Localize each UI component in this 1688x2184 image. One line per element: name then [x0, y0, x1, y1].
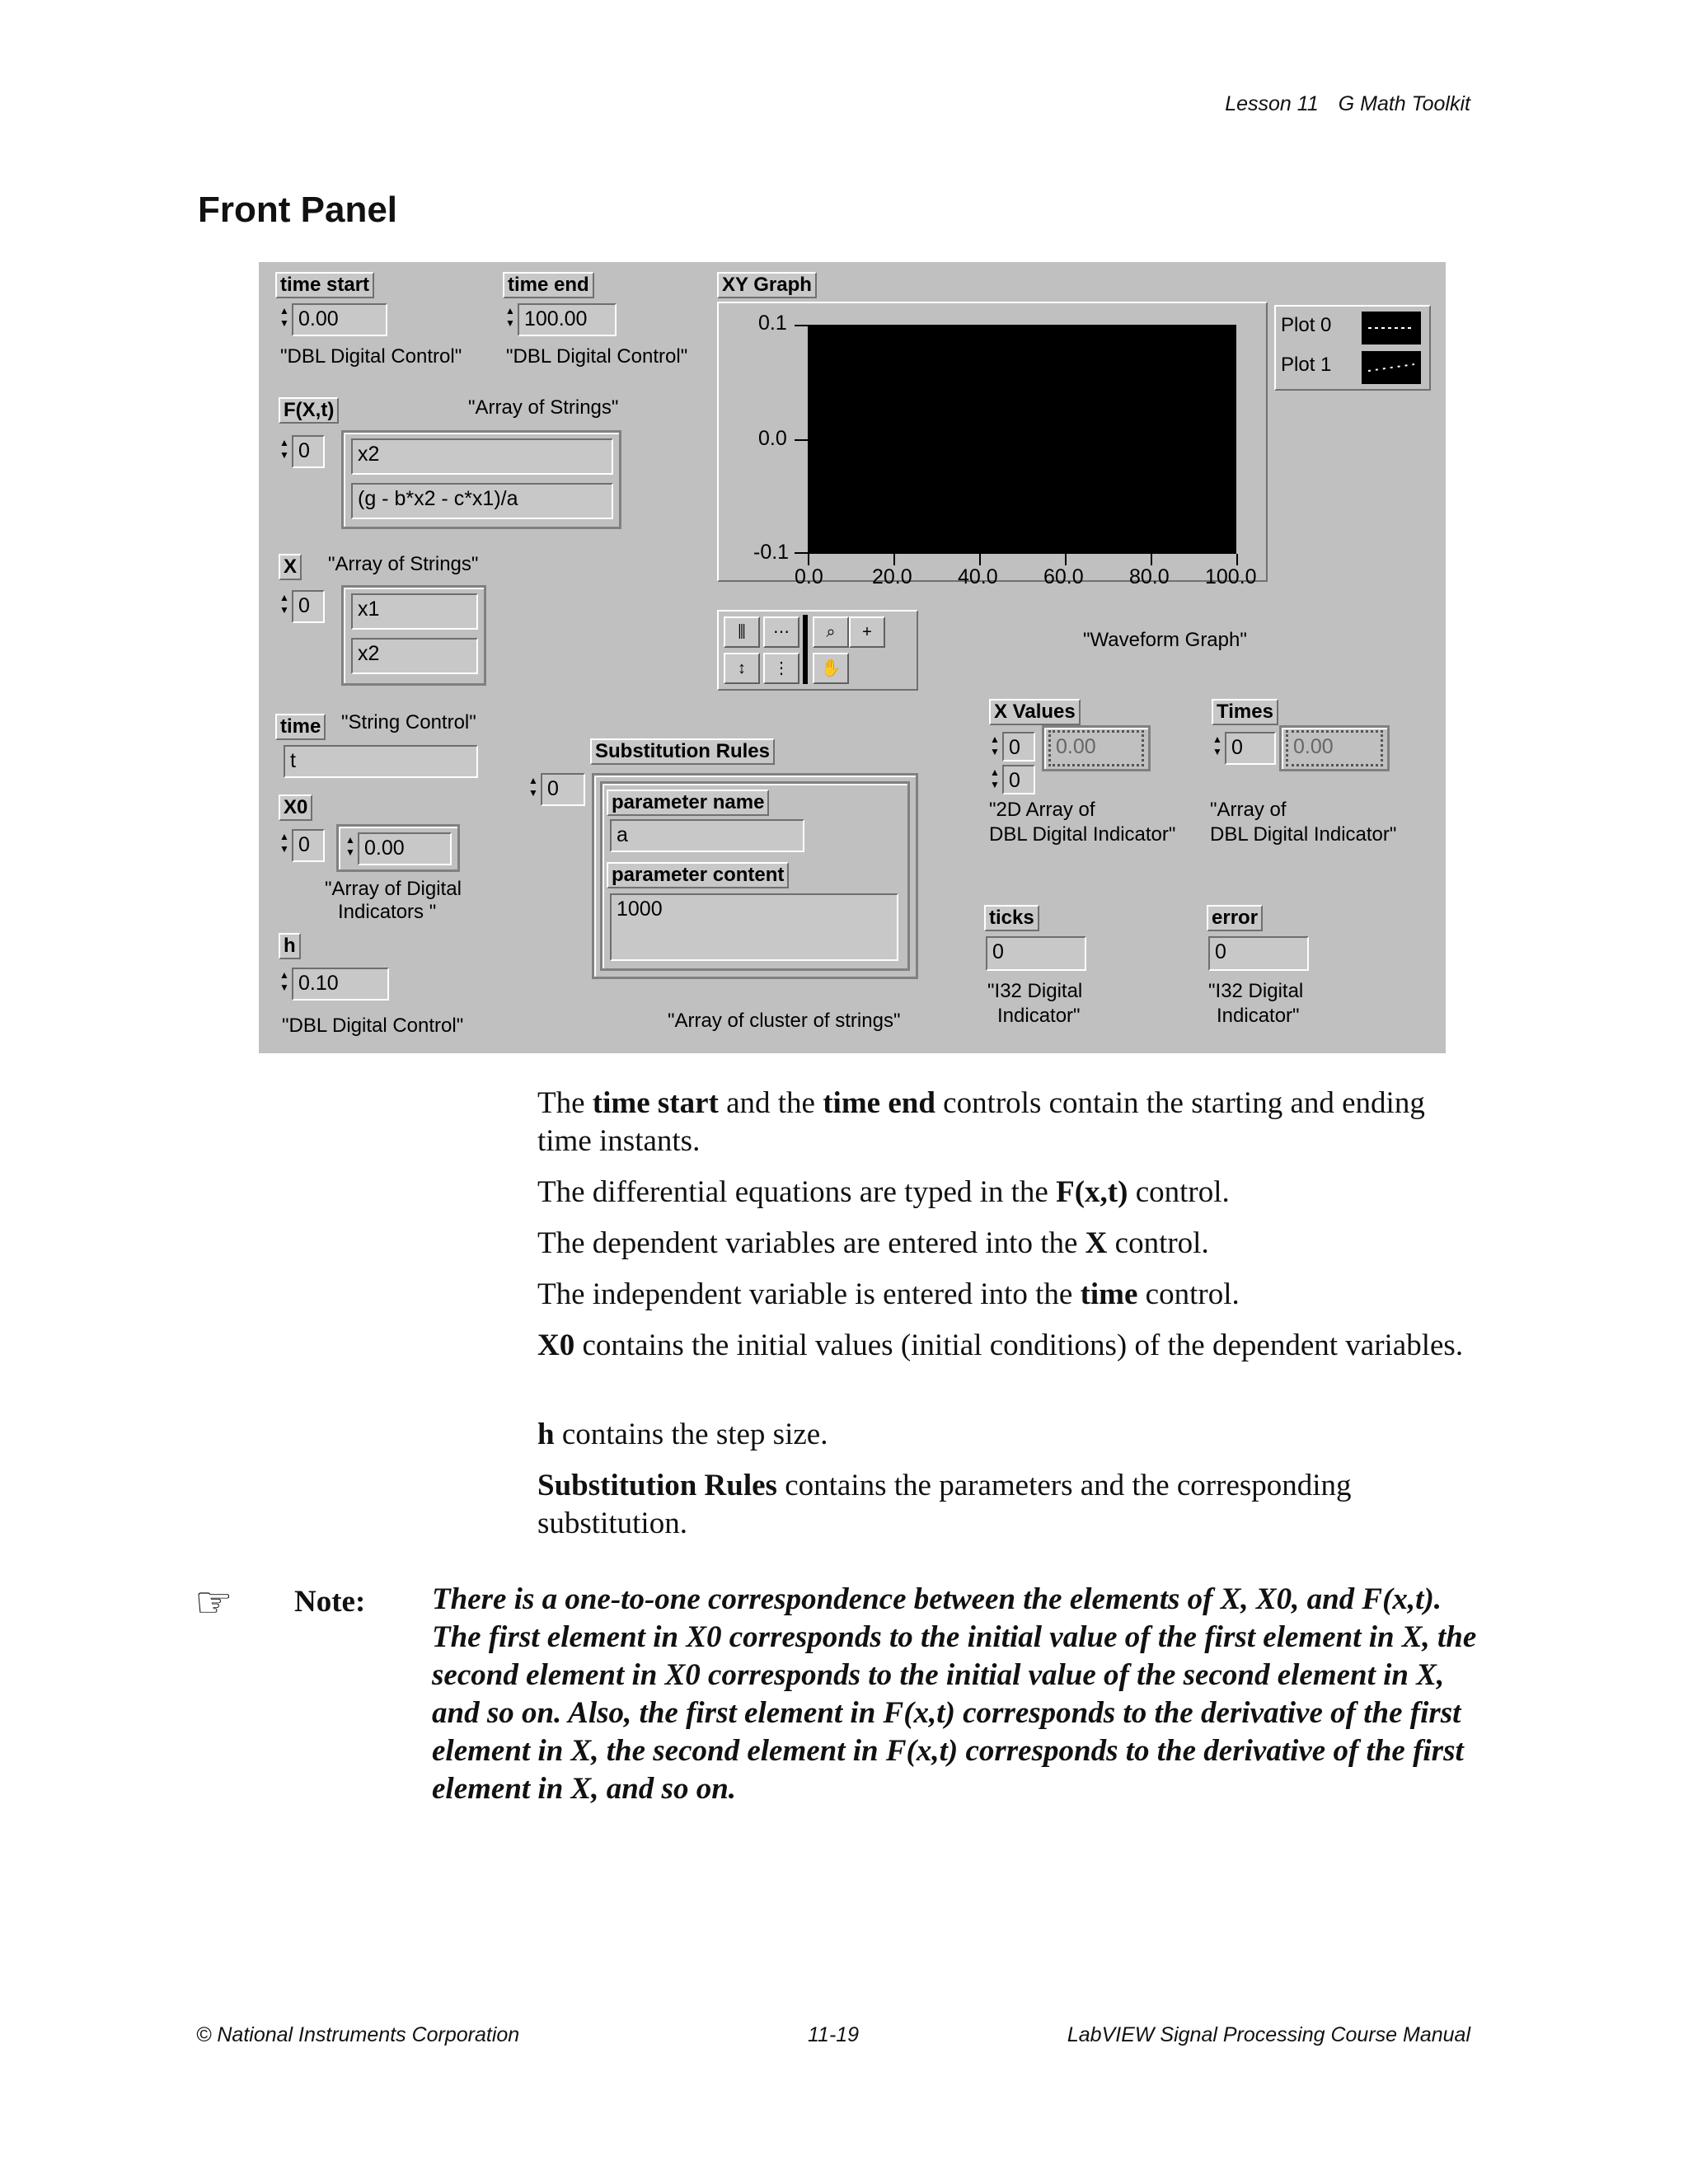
- x0-label: X0: [279, 794, 312, 821]
- times-caption-line1: "Array of: [1210, 799, 1287, 821]
- fxt-element-2[interactable]: (g - b*x2 - c*x1)/a: [351, 483, 613, 519]
- x0-caption-line1: "Array of Digital: [325, 878, 462, 900]
- legend-plot-1-swatch[interactable]: [1362, 351, 1421, 384]
- subst-index[interactable]: 0: [541, 773, 585, 806]
- y-tick-mark: [795, 325, 808, 326]
- header-lesson: Lesson 11: [1225, 92, 1319, 115]
- fxt-label: F(X,t): [279, 397, 339, 424]
- time-start-label: time start: [275, 272, 374, 298]
- footer-copyright: © National Instruments Corporation: [196, 2023, 520, 2046]
- crosshair-icon[interactable]: +: [849, 616, 885, 648]
- running-header: [1225, 92, 1470, 116]
- x0-element-1: 0.00: [358, 832, 452, 865]
- h-spinner[interactable]: ▲ ▼: [279, 969, 289, 993]
- palette-divider: [803, 615, 808, 684]
- x0-index[interactable]: 0: [292, 829, 325, 862]
- x-tick-label: 80.0: [1129, 565, 1170, 588]
- times-label: Times: [1212, 699, 1278, 725]
- legend-plot-0-swatch[interactable]: [1362, 312, 1421, 344]
- paragraph-substitution: Substitution Rules contains the parameters and the corresponding substitution.: [537, 1469, 1352, 1540]
- times-index[interactable]: 0: [1225, 732, 1276, 765]
- paragraph-time-controls: The time start and the time end controls contain the starting and ending time instants.: [537, 1086, 1425, 1158]
- paragraph-h: h contains the step size.: [537, 1418, 828, 1451]
- x-tick-mark: [979, 554, 981, 565]
- note-label: Note:: [294, 1585, 366, 1619]
- x-tick-label: 100.0: [1205, 565, 1257, 588]
- time-start-spinner[interactable]: ▲ ▼: [279, 305, 289, 329]
- x-values-caption-line1: "2D Array of: [989, 799, 1095, 821]
- x-values-col-index[interactable]: 0: [1002, 765, 1035, 794]
- h-field[interactable]: 0.10: [292, 968, 389, 1001]
- front-panel-figure: [259, 262, 1446, 1053]
- x0-element-spinner[interactable]: ▲ ▼: [345, 834, 355, 858]
- error-caption-line1: "I32 Digital: [1208, 980, 1304, 1002]
- footer-manual-title: LabVIEW Signal Processing Course Manual: [1067, 2023, 1470, 2046]
- ticks-caption-line1: "I32 Digital: [987, 980, 1083, 1002]
- param-content-field[interactable]: 1000: [610, 893, 898, 961]
- param-name-field[interactable]: a: [610, 819, 804, 852]
- param-name-label: parameter name: [607, 790, 769, 816]
- pointing-hand-icon: ☞: [195, 1580, 233, 1627]
- error-caption-line2: Indicator": [1217, 1005, 1300, 1027]
- fxt-index[interactable]: 0: [292, 435, 325, 468]
- x-caption: "Array of Strings": [328, 553, 479, 575]
- x-tick-mark: [1236, 554, 1238, 565]
- xy-graph-plot-area[interactable]: [808, 325, 1236, 554]
- note-text: There is a one-to-one correspondence between the elements of X, X0, and F(x,t). The first element in X0 corresponds to the initial value of the first element in X, the second element in X0 corresponds to the initial value of the second element in X, and so on. Also, the first element in F(x,t) corresponds to the derivative of the first element in X, the second element in F(x,t) corresponds to the derivative of the first element in X, and so on.: [432, 1582, 1477, 1806]
- graph-caption: "Waveform Graph": [1083, 629, 1247, 651]
- x-tick-label: 40.0: [958, 565, 998, 588]
- footer-page-number: 11-19: [808, 2023, 860, 2046]
- autoscale-y-icon[interactable]: ↕: [724, 653, 760, 684]
- error-field: 0: [1208, 936, 1309, 971]
- param-content-label: parameter content: [607, 862, 789, 888]
- time-end-label: time end: [503, 272, 594, 298]
- h-caption: "DBL Digital Control": [282, 1015, 464, 1037]
- x-values-row-spinner[interactable]: ▲ ▼: [990, 733, 1000, 757]
- x0-caption-line2: Indicators ": [338, 901, 437, 923]
- subst-caption: "Array of cluster of strings": [668, 1010, 901, 1032]
- time-string-field[interactable]: t: [284, 745, 478, 778]
- y-tick-label: 0.0: [758, 427, 787, 450]
- subst-label: Substitution Rules: [590, 738, 775, 765]
- paragraph-x0: X0 contains the initial values (initial conditions) of the dependent variables.: [537, 1329, 1464, 1362]
- x-element-2[interactable]: x2: [351, 638, 478, 674]
- fxt-caption: "Array of Strings": [468, 396, 619, 419]
- x-values-label: X Values: [989, 699, 1081, 725]
- time-label: time: [275, 714, 326, 740]
- legend-plot-1-label: Plot 1: [1281, 354, 1332, 376]
- h-label: h: [279, 933, 301, 959]
- xy-graph-label: XY Graph: [717, 272, 817, 298]
- ticks-field: 0: [986, 936, 1086, 971]
- paragraph-x: The dependent variables are entered into the X control.: [537, 1226, 1209, 1260]
- zoom-icon[interactable]: ⌕: [813, 616, 849, 648]
- legend-plot-0-label: Plot 0: [1281, 314, 1332, 336]
- paragraph-fxt: The differential equations are typed in the F(x,t) control.: [537, 1175, 1230, 1209]
- time-start-field[interactable]: 0.00: [292, 303, 387, 336]
- x-values-col-spinner[interactable]: ▲ ▼: [990, 766, 1000, 790]
- y-tick-label: 0.1: [758, 312, 787, 335]
- x0-index-spinner[interactable]: ▲ ▼: [279, 831, 289, 855]
- section-title: Front Panel: [198, 190, 398, 230]
- x-values-element: 0.00: [1048, 730, 1144, 766]
- plot-0-line-icon: [1362, 312, 1421, 344]
- y-tick-mark: [795, 439, 808, 441]
- time-end-spinner[interactable]: ▲ ▼: [505, 305, 515, 329]
- error-label: error: [1207, 905, 1263, 931]
- x-values-caption-line2: DBL Digital Indicator": [989, 823, 1176, 846]
- autoscale-x-icon[interactable]: ⫼: [724, 616, 760, 648]
- x-tick-label: 20.0: [872, 565, 912, 588]
- x-tick-mark: [808, 554, 809, 565]
- time-end-caption: "DBL Digital Control": [506, 345, 688, 368]
- subst-index-spinner[interactable]: ▲ ▼: [528, 775, 538, 799]
- x-index[interactable]: 0: [292, 590, 325, 623]
- x-tick-label: 0.0: [795, 565, 823, 588]
- time-start-caption: "DBL Digital Control": [280, 345, 462, 368]
- x-tick-mark: [893, 554, 895, 565]
- y-tick-mark: [795, 552, 808, 554]
- x-values-row-index[interactable]: 0: [1002, 732, 1035, 762]
- ticks-label: ticks: [984, 905, 1039, 931]
- x-format-icon[interactable]: ⋯: [763, 616, 799, 648]
- times-index-spinner[interactable]: ▲ ▼: [1212, 733, 1222, 757]
- times-caption-line2: DBL Digital Indicator": [1210, 823, 1397, 846]
- ticks-caption-line2: Indicator": [997, 1005, 1081, 1027]
- paragraph-time: The independent variable is entered into the time control.: [537, 1277, 1240, 1311]
- times-element: 0.00: [1286, 730, 1383, 766]
- time-end-field[interactable]: 100.00: [518, 303, 617, 336]
- x-element-1[interactable]: x1: [351, 593, 478, 630]
- y-format-icon[interactable]: ⋮: [763, 653, 799, 684]
- fxt-element-1[interactable]: x2: [351, 438, 613, 475]
- x-index-spinner[interactable]: ▲ ▼: [279, 592, 289, 616]
- header-toolkit: G Math Toolkit: [1338, 92, 1470, 115]
- fxt-index-spinner[interactable]: ▲ ▼: [279, 437, 289, 461]
- plot-1-line-icon: [1362, 351, 1421, 384]
- x-tick-mark: [1065, 554, 1067, 565]
- x-label: X: [279, 554, 302, 580]
- pan-hand-icon[interactable]: ✋: [813, 653, 849, 684]
- x-tick-mark: [1151, 554, 1152, 565]
- time-caption: "String Control": [341, 711, 476, 733]
- y-tick-label: -0.1: [753, 541, 790, 564]
- x-tick-label: 60.0: [1043, 565, 1084, 588]
